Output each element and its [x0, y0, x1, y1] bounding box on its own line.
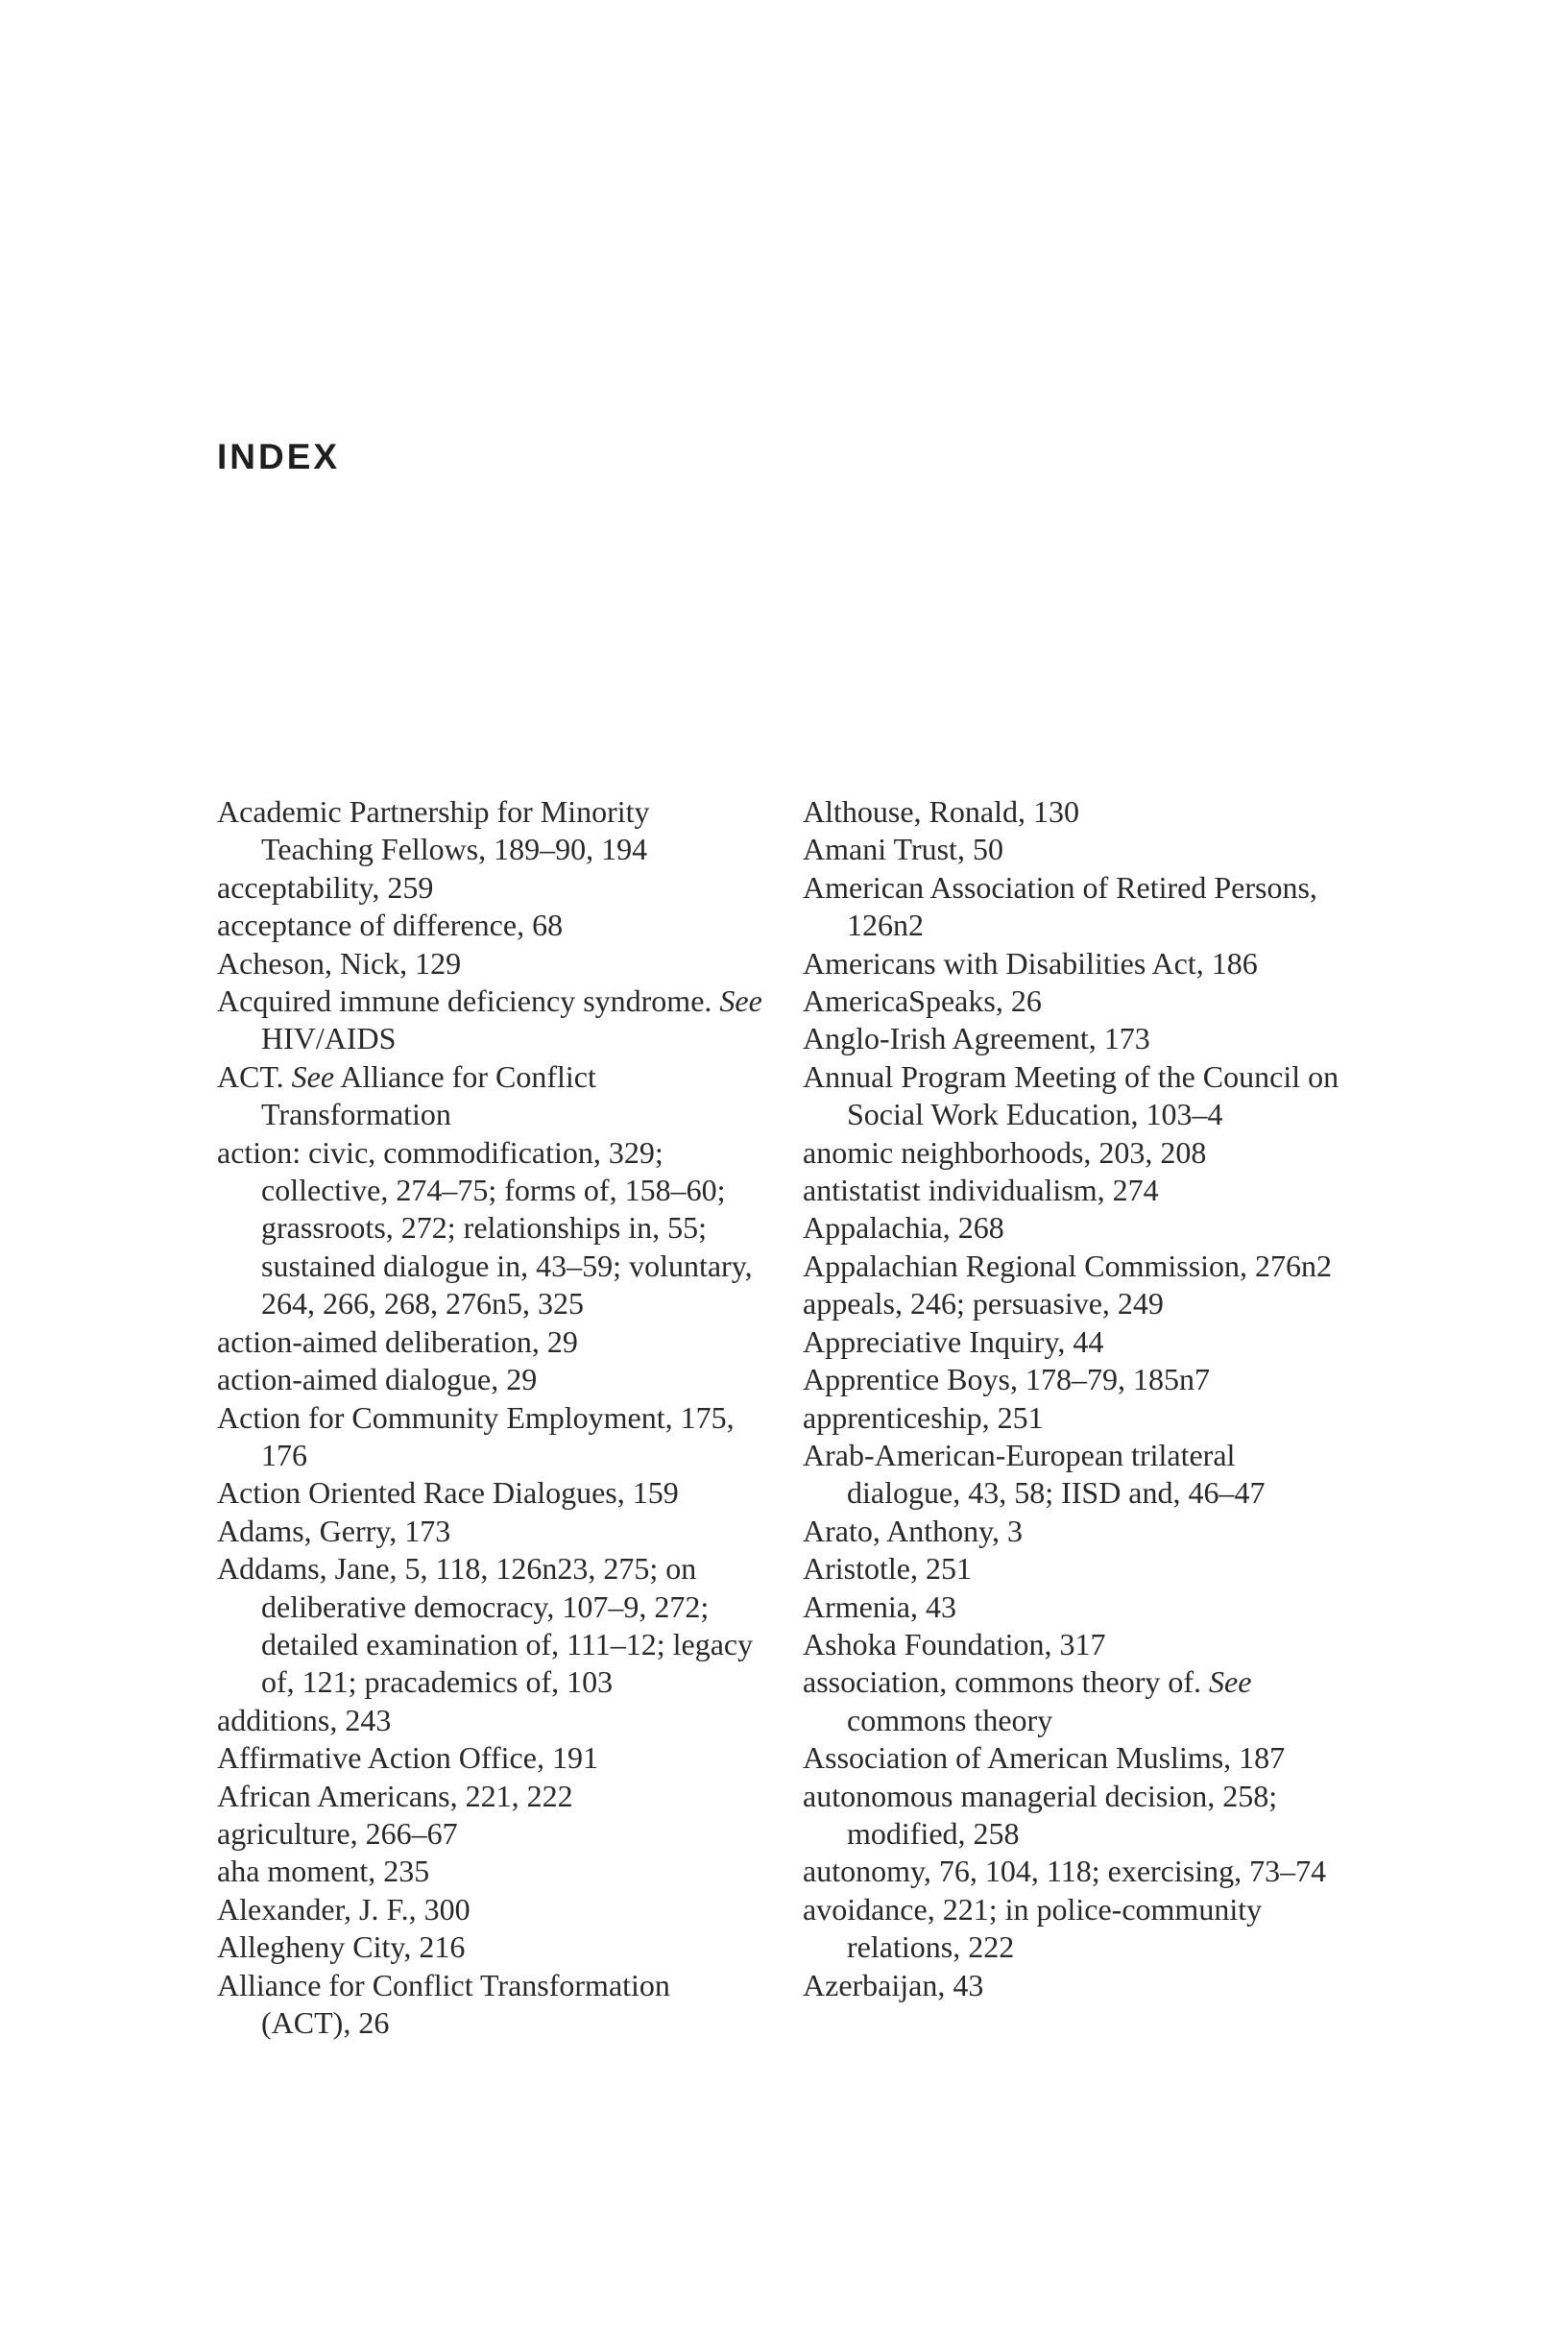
entry-text: Aristotle, 251: [803, 1551, 972, 1587]
entry-text: Armenia, 43: [803, 1588, 956, 1624]
entry-text: Alliance for Conflict Transformation (ACT), 26: [217, 1967, 670, 2040]
entry-text: Addams, Jane, 5, 118, 126n23, 275; on deliberative democracy, 107–9, 272; detailed examination of, 111–12; legacy of, 121; pracademics of, 103: [217, 1551, 754, 1700]
index-entry: [217, 1739, 764, 1777]
entry-text: action-aimed deliberation, 29: [217, 1323, 578, 1359]
entry-text: Association of American Muslims, 187: [803, 1740, 1286, 1776]
index-entry: [803, 869, 1350, 945]
entry-text: agriculture, 266–67: [217, 1815, 458, 1851]
entry-text: appeals, 246; persuasive, 249: [803, 1286, 1164, 1321]
entry-text: Alexander, J. F., 300: [217, 1891, 470, 1927]
index-entry: [803, 1626, 1350, 1663]
entry-text: Appreciative Inquiry, 44: [803, 1323, 1104, 1359]
entry-text: Apprentice Boys, 178–79, 185n7: [803, 1362, 1210, 1397]
entry-text: Appalachia, 268: [803, 1210, 1004, 1246]
index-entry: [803, 1891, 1350, 1967]
index-entry: [217, 1550, 764, 1702]
entry-text: aha moment, 235: [217, 1854, 430, 1889]
entry-text: anomic neighborhoods, 203, 208: [803, 1134, 1207, 1170]
entry-text: Arab-American-European trilateral dialogue, 43, 58; IISD and, 46–47: [803, 1437, 1266, 1511]
index-entry: [803, 1020, 1350, 1057]
entry-text: Amani Trust, 50: [803, 832, 1003, 867]
entry-text: commons theory: [847, 1702, 1053, 1737]
index-entry: [217, 869, 764, 907]
index-entry: [217, 1891, 764, 1928]
entry-text: African Americans, 221, 222: [217, 1778, 573, 1813]
index-entry: [217, 907, 764, 944]
index-entry: [217, 1399, 764, 1475]
index-entry: [217, 1778, 764, 1815]
index-entry: [803, 1663, 1350, 1739]
index-entry: [803, 1853, 1350, 1890]
entry-text: autonomous managerial decision, 258; modified, 258: [803, 1778, 1278, 1851]
index-entry: [803, 1285, 1350, 1322]
entry-text: Alliance for Conflict Transformation: [261, 1058, 596, 1132]
index-entry: [803, 1513, 1350, 1550]
index-entry: [803, 1778, 1350, 1854]
index-entry: [217, 945, 764, 982]
index-entry: [803, 945, 1350, 982]
entry-text: Action Oriented Race Dialogues, 159: [217, 1475, 679, 1511]
index-entry: [217, 1928, 764, 1966]
index-entry: [803, 1172, 1350, 1209]
entry-text: additions, 243: [217, 1702, 392, 1737]
see-reference: See: [291, 1058, 335, 1094]
index-entry: [803, 1209, 1350, 1247]
entry-text: Affirmative Action Office, 191: [217, 1740, 598, 1776]
index-entry: [803, 1550, 1350, 1588]
entry-text: autonomy, 76, 104, 118; exercising, 73–74: [803, 1854, 1327, 1889]
index-entry: [803, 1134, 1350, 1172]
entry-text: Americans with Disabilities Act, 186: [803, 945, 1258, 981]
index-entry: [217, 1474, 764, 1512]
index-entry: [803, 831, 1350, 868]
entry-text: apprenticeship, 251: [803, 1399, 1044, 1435]
index-entry: [217, 1967, 764, 2043]
index-entry: [217, 1323, 764, 1361]
page-title: INDEX: [217, 437, 341, 476]
entry-text: Adams, Gerry, 173: [217, 1513, 451, 1548]
index-entry: [803, 1967, 1350, 2004]
entry-text: Acquired immune deficiency syndrome.: [217, 983, 720, 1019]
index-entry: [217, 1815, 764, 1853]
index-entry: [803, 793, 1350, 831]
index-entry: [803, 1058, 1350, 1134]
index-entry: [217, 1513, 764, 1550]
index-entry: [803, 1437, 1350, 1513]
entry-text: HIV/AIDS: [261, 1021, 397, 1056]
see-reference: See: [719, 983, 762, 1019]
entry-text: ACT.: [217, 1058, 292, 1094]
index-entry: [803, 1399, 1350, 1437]
entry-text: Academic Partnership for Minority Teaching Fellows, 189–90, 194: [217, 794, 650, 867]
entry-text: Acheson, Nick, 129: [217, 945, 462, 981]
index-entry: [803, 982, 1350, 1020]
entry-text: acceptability, 259: [217, 869, 434, 905]
index-entry: [217, 1361, 764, 1398]
index-entry: [217, 1702, 764, 1739]
index-entry: [217, 1134, 764, 1323]
index-column-right: [803, 793, 1350, 2004]
entry-text: antistatist individualism, 274: [803, 1173, 1159, 1208]
entry-text: Annual Program Meeting of the Council on Social Work Education, 103–4: [803, 1058, 1339, 1132]
entry-text: action: civic, commodification, 329; collective, 274–75; forms of, 158–60; grassroots, 272; relationships in, 55; sustained dialogue in, 43–59; voluntary, 264, 266, 268, 276n5, 325: [217, 1134, 753, 1321]
entry-text: American Association of Retired Persons, 126n2: [803, 869, 1317, 943]
index-entry: [803, 1739, 1350, 1777]
entry-text: Althouse, Ronald, 130: [803, 794, 1079, 829]
index-entry: [217, 982, 764, 1058]
entry-text: Arato, Anthony, 3: [803, 1513, 1024, 1548]
entry-text: action-aimed dialogue, 29: [217, 1362, 538, 1397]
index-entry: [803, 1361, 1350, 1398]
entry-text: association, commons theory of.: [803, 1664, 1210, 1700]
entry-text: AmericaSpeaks, 26: [803, 983, 1042, 1019]
index-entry: [803, 1248, 1350, 1285]
index-column-left: [217, 793, 764, 2042]
index-entry: [217, 793, 764, 869]
index-entry: [217, 1853, 764, 1890]
entry-text: avoidance, 221; in police-community relations, 222: [803, 1891, 1263, 1965]
entry-text: Allegheny City, 216: [217, 1929, 466, 1965]
entry-text: Anglo-Irish Agreement, 173: [803, 1021, 1150, 1056]
index-entry: [217, 1058, 764, 1134]
entry-text: Appalachian Regional Commission, 276n2: [803, 1248, 1333, 1283]
index-entry: [803, 1323, 1350, 1361]
see-reference: See: [1209, 1664, 1252, 1700]
index-entry: [803, 1588, 1350, 1626]
entry-text: Ashoka Foundation, 317: [803, 1626, 1106, 1661]
entry-text: Azerbaijan, 43: [803, 1967, 984, 2002]
entry-text: Action for Community Employment, 175, 176: [217, 1399, 735, 1472]
entry-text: acceptance of difference, 68: [217, 908, 564, 943]
